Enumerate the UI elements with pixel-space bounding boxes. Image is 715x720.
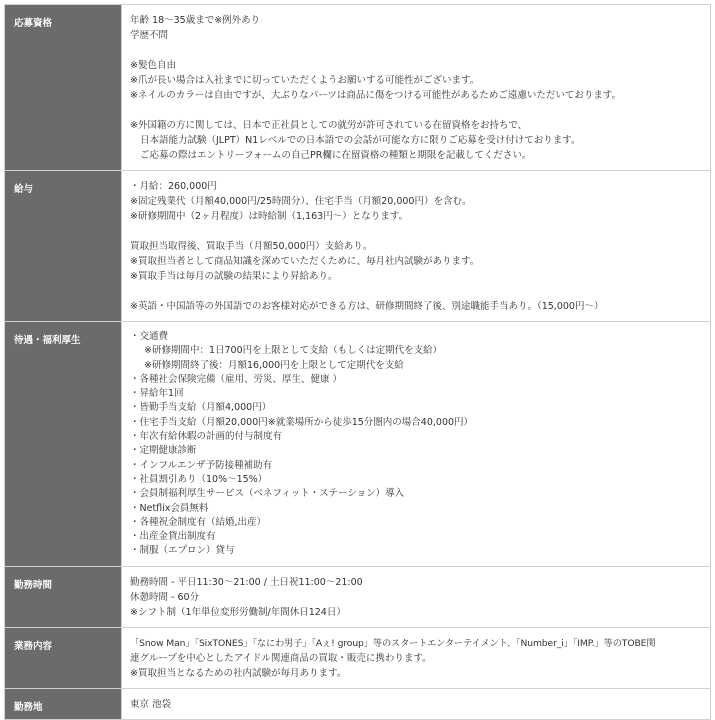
text-line: ・月給：260,000円 (130, 181, 217, 192)
row-content (122, 322, 711, 567)
text-line: 日本語能力試験（JLPT）N1レベルでの日本語での会話が可能な方に限りご応募を受け付けております。 (140, 135, 581, 146)
text-line (130, 103, 704, 118)
text-line: ※固定残業代（月額40,000円/25時間分）、住宅手当（月額20,000円）を含む。 (130, 196, 472, 207)
row-header: 応募資格 (5, 5, 122, 171)
text-line: 連グループを中心としたアイドル関連商品の買取・販売に携わります。 (130, 652, 432, 664)
row-job-description (5, 627, 711, 688)
text-line: ・年次有給休暇の計画的付与制度有 (130, 431, 283, 443)
row-content (122, 627, 711, 688)
text-line (130, 43, 704, 58)
text-line: ・各種祝金制度有（結婚,出産） (130, 516, 267, 528)
row-header: 勤務時間 (5, 566, 122, 627)
text-line: ※ネイルのカラーは自由ですが、大ぶりなパーツは商品に傷をつける可能性があるためご遠慮いただいております。 (130, 90, 622, 101)
row-location (5, 688, 711, 719)
text-line: ※英語・中国語等の外国語でのお客様対応ができる方は、研修期間終了後、別途職能手当あり。（15,000円〜） (130, 301, 604, 312)
text-line: ・会員制福利厚生サービス（ベネフィット・ステーション）導入 (130, 488, 405, 500)
row-qualifications (5, 5, 711, 171)
text-line: ・各種社会保険完備（雇用、労災、厚生、健康 ） (130, 373, 343, 385)
text-line: ・出産金貸出制度有 (130, 531, 216, 543)
text-line: ・定期健康診断 (130, 445, 197, 457)
text-line: 年齢 18〜35歳まで※例外あり (130, 15, 261, 26)
text-line: 休憩時間 - 60分 (130, 591, 200, 603)
row-content (122, 5, 711, 171)
text-line: ※買取担当となるための社内試験が毎月あります。 (130, 667, 347, 679)
text-line: ・昇給年1回 (130, 388, 184, 400)
text-line: ※買取手当は毎月の試験の結果により昇給あり。 (130, 271, 338, 282)
row-content (122, 566, 711, 627)
text-line: 学歴不問 (130, 30, 169, 41)
text-line: ※買取担当者として商品知識を深めていただくために、毎月社内試験があります。 (130, 256, 480, 267)
row-content (122, 171, 711, 322)
text-line: ・社員割引あり（10%〜15%） (130, 473, 268, 485)
row-header: 給与 (5, 171, 122, 322)
text-line: ・Netflix会員無料 (130, 502, 209, 514)
row-header: 待遇・福利厚生 (5, 322, 122, 567)
text-line: ※爪が長い場合は入社までに切っていただくようお願いする可能性がございます。 (130, 75, 480, 86)
text-line: 勤務時間 - 平日11:30〜21:00 / 土日祝11:00〜21:00 (130, 576, 363, 588)
text-line: ・交通費 (130, 331, 169, 342)
text-line: ・住宅手当支給（月額20,000円※就業場所から徒歩15分圏内の場合40,000円） (130, 416, 474, 428)
text-line: 東京 池袋 (130, 698, 172, 710)
job-details-table (4, 4, 711, 720)
text-line: 「Snow Man」「SixTONES」「なにわ男子」「Aぇ! group」等のスタートエンターテイメント、「Number_i」「IMP.」等のTOBE関 (130, 637, 656, 649)
text-line: ※研修期間終了後：月額16,000円を上限として定期代を支給 (144, 359, 404, 371)
row-salary (5, 171, 711, 322)
text-line: ・インフルエンザ予防接種補助有 (130, 459, 273, 471)
row-header: 勤務地 (5, 688, 122, 719)
text-line: ・制服（エプロン）貸与 (130, 545, 235, 557)
text-line: ※シフト制（1年単位変形労働制/年間休日124日） (130, 606, 346, 618)
row-content (122, 688, 711, 719)
text-line: ※研修期間中：1日700円を上限として支給（もしくは定期代を支給） (144, 345, 443, 357)
row-working-hours (5, 566, 711, 627)
text-line: ※髪色自由 (130, 60, 176, 71)
text-line: ・皆勤手当支給（月額4,000円） (130, 402, 272, 414)
text-line: 買取担当取得後、買取手当（月額50,000円）支給あり。 (130, 241, 373, 252)
text-line: ご応募の際はエントリーフォームの自己PR欄に在留資格の種類と期限を記載してください。 (140, 150, 532, 161)
row-benefits (5, 322, 711, 567)
text-line: ※研修期間中（2ヶ月程度）は時給制（1,163円〜）となります。 (130, 211, 408, 222)
text-line (130, 284, 704, 299)
text-line: ※外国籍の方に関しては、日本で正社員としての就労が許可されている在留資格をお持ちで、 (130, 120, 528, 131)
text-line (130, 224, 704, 239)
row-header: 業務内容 (5, 627, 122, 688)
